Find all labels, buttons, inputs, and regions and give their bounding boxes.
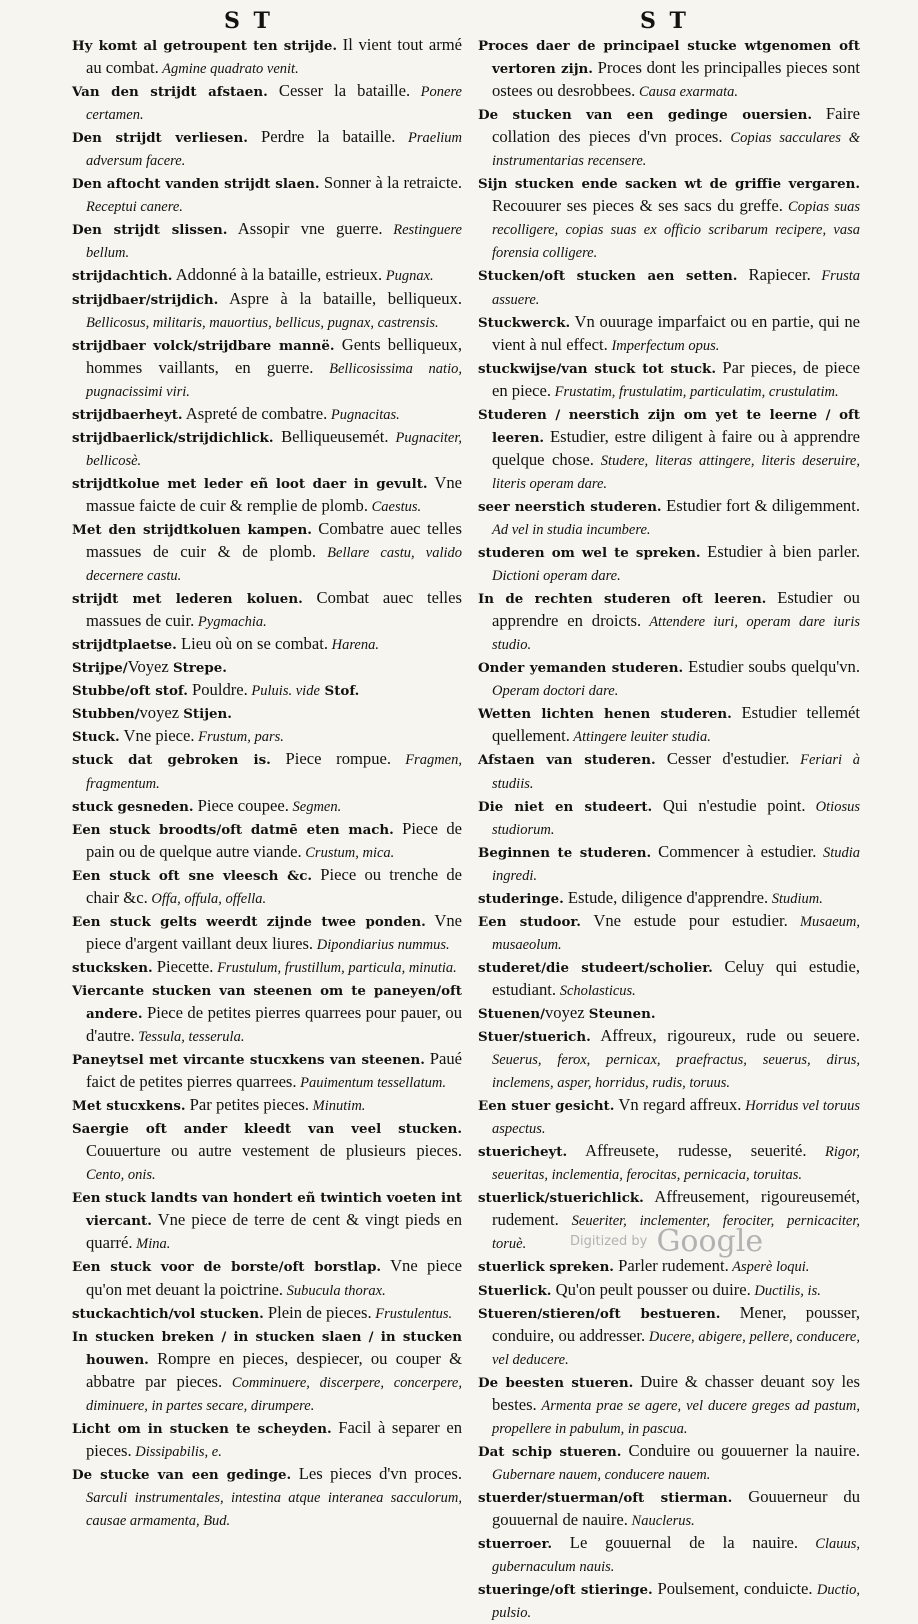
entry-latin: Frustum, pars.	[194, 729, 284, 746]
dictionary-entry	[478, 702, 860, 748]
dictionary-entry	[72, 403, 462, 426]
entry-headword: In stucken breken / in stucken slaen / in stucken houwen.	[72, 1328, 462, 1368]
entry-latin: Pugnacitas.	[327, 406, 400, 423]
entry-latin: Attingere leuiter studia.	[569, 729, 711, 746]
entry-french: Estudier à bien parler.	[700, 542, 860, 562]
entry-french: Estudier soubs quelqu'vn.	[683, 657, 860, 677]
entry-french: Recouurer ses pieces & ses sacs du greffe.	[492, 196, 783, 216]
entry-latin: Frusta assuere.	[492, 268, 860, 308]
entry-headword: Stubbe/oft stof.	[72, 683, 188, 700]
dictionary-entry	[72, 218, 462, 264]
entry-french: Vne piece de terre de cent & vingt pieds en quarré.	[86, 1210, 462, 1253]
dictionary-entry	[478, 1279, 860, 1302]
entry-french: Celuy qui estudie, estudiant.	[492, 956, 861, 999]
dictionary-entry	[478, 172, 860, 264]
dictionary-entry	[72, 587, 462, 633]
entry-headword: stuerder/stuerman/oft stierman.	[478, 1489, 733, 1506]
entry-latin: Agmine quadrato venit.	[158, 61, 299, 78]
dictionary-entry	[478, 541, 860, 587]
dictionary-entry	[72, 1255, 462, 1301]
dictionary-entry	[478, 1002, 860, 1025]
entry-french: Vne estude pour estudier.	[580, 910, 788, 930]
entry-french: Conduire ou gouuerner la nauire.	[621, 1440, 860, 1460]
dictionary-entry	[72, 1417, 462, 1463]
entry-headword: Een stuer gesicht.	[478, 1098, 615, 1115]
entry-french: Vn ouurage imparfaict ou en partie, qui ne vient à nul effect.	[492, 311, 860, 354]
digitized-by-google-watermark	[570, 1224, 763, 1259]
entry-latin: Pauimentum tessellatum.	[296, 1075, 446, 1092]
entry-headword: De stucke van een gedinge.	[72, 1466, 292, 1483]
entry-french: Aspreté de combatre.	[182, 403, 328, 423]
entry-latin: Horridus vel toruus aspectus.	[492, 1098, 860, 1138]
entry-headword: Strijpe/	[72, 660, 128, 677]
entry-french: Piece de pain ou de quelque autre viande.	[86, 818, 462, 861]
entry-headword: Stuenen/	[478, 1005, 545, 1022]
entry-french: Par petites pieces.	[185, 1095, 310, 1115]
entry-french: Combatre auec telles massues de cuir & de plomb.	[86, 518, 462, 562]
right-column	[478, 34, 860, 1624]
dictionary-entry	[72, 426, 462, 472]
entry-latin: Musaeum, musaeolum.	[492, 913, 860, 953]
entry-headword: Van den strijdt afstaen.	[72, 84, 268, 101]
dictionary-entry	[478, 1094, 860, 1140]
dictionary-entry	[72, 864, 462, 910]
entry-french: Affreux, rigoureux, rude ou seuere.	[590, 1026, 860, 1046]
entry-french: Plein de pieces.	[263, 1302, 372, 1322]
entry-headword: stuerlick spreken.	[478, 1259, 614, 1276]
entry-latin: Bellicosus, militaris, mauortius, bellicus, pugnax, castrensis.	[86, 314, 439, 331]
dictionary-entry	[72, 334, 462, 403]
dictionary-entry	[72, 702, 462, 725]
entry-french: Qui n'estudie point.	[652, 795, 806, 815]
dictionary-entry	[478, 1025, 860, 1094]
entry-headword: Hy komt al getroupent ten strijde.	[72, 38, 337, 54]
entry-headword: stucksken.	[72, 959, 153, 976]
entry-french: Belliqueusemét.	[273, 426, 389, 446]
dictionary-entry	[72, 979, 462, 1048]
entry-french: Cesser d'estudier.	[655, 749, 790, 769]
entry-headword: Beginnen te studeren.	[478, 844, 652, 861]
entry-french: Cesser la bataille.	[267, 81, 411, 101]
entry-headword: stuck dat gebroken is.	[72, 752, 271, 769]
entry-french: Estudier tellemét quellement.	[492, 703, 860, 746]
entry-latin: Seuerus, ferox, pernicax, praefractus, seuerus, dirus, inclemens, asper, horridus, rudis, toruus.	[492, 1052, 860, 1092]
entry-french: Pouldre.	[187, 680, 248, 700]
entry-french: Gouuerneur du gouuernal de nauire.	[492, 1486, 860, 1529]
entry-headword: stuericheyt.	[478, 1144, 568, 1161]
entry-latin: Seueriter, inclementer, ferociter, pernicaciter, toruè.	[492, 1213, 860, 1253]
entry-headword: Een studoor.	[478, 913, 581, 930]
dictionary-entry	[478, 887, 860, 910]
entry-latin: Frustatim, frustulatim, particulatim, crustulatim.	[550, 383, 839, 400]
entry-french: Vne massue faicte de cuir & remplie de plomb.	[86, 472, 462, 515]
entry-headword: Een stuck gelts weerdt zijnde twee ponden.	[72, 913, 426, 930]
entry-french: Affreusement, rigoureusemét, rudement.	[492, 1187, 860, 1230]
entry-latin: Bellare castu, valido decernere castu.	[86, 545, 463, 585]
entry-french: voyez	[139, 703, 184, 723]
entry-french: Combat auec telles massues de cuir.	[86, 588, 462, 631]
entry-latin: Receptui canere.	[86, 199, 183, 216]
entry-french: Poulsement, conduicte.	[652, 1579, 813, 1599]
entry-crossref: Steunen.	[588, 1005, 656, 1022]
entry-headword: Dat schip stueren.	[478, 1443, 622, 1460]
entry-headword: stuerlick/stuerichlick.	[478, 1190, 644, 1207]
entry-french: Il vient tout armé au combat.	[86, 35, 462, 78]
entry-latin: Armenta prae se agere, vel ducere greges ad pastum, propellere in pabulum, in pascua.	[492, 1397, 860, 1437]
dictionary-entry	[72, 656, 462, 679]
google-logo: Google	[656, 1224, 764, 1259]
entry-french: Paué faict de petites pierres quarrees.	[86, 1049, 463, 1092]
entry-latin: Otiosus studiorum.	[492, 798, 860, 838]
dictionary-entry	[478, 910, 860, 956]
entry-latin: Copias suas recolligere, copias suas ex officio scribarum recipere, vasa forensia colligere.	[492, 199, 860, 262]
entry-headword: strijdtkolue met leder eñ loot daer in gevult.	[72, 475, 428, 492]
entry-headword: stuck gesneden.	[72, 798, 194, 815]
entry-headword: Een stuck oft sne vleesch &c.	[72, 867, 313, 884]
dictionary-entry	[478, 841, 860, 887]
entry-headword: stuckwijse/van stuck tot stuck.	[478, 360, 716, 377]
entry-headword: Stucken/oft stucken aen setten.	[478, 268, 738, 285]
entry-latin: Dipondiarius nummus.	[313, 936, 450, 953]
entry-french: Gents belliqueux, hommes vaillants, en guerre.	[86, 334, 462, 377]
entry-headword: Studeren / neerstich zijn om yet te leerne / oft leeren.	[478, 406, 860, 446]
entry-latin: Ductio, pulsio.	[492, 1582, 860, 1622]
entry-latin: Pugnaciter, bellicosè.	[86, 429, 462, 469]
entry-headword: stuerroer.	[478, 1536, 553, 1553]
entry-latin: Offa, offula, offella.	[147, 890, 267, 907]
entry-french: Couuerture ou autre vestement de plusieurs pieces.	[86, 1141, 462, 1161]
entry-headword: Paneytsel met vircante stucxkens van steenen.	[72, 1052, 425, 1069]
dictionary-entry	[72, 518, 462, 587]
entry-headword: strijdbaer/strijdich.	[72, 291, 219, 308]
entry-headword: Met stucxkens.	[72, 1098, 186, 1115]
entry-french: Vn regard affreux.	[614, 1095, 742, 1115]
entry-headword: strijdbaer volck/strijdbare mannë.	[72, 337, 335, 354]
entry-headword: Stueren/stieren/oft bestueren.	[478, 1305, 721, 1322]
entry-latin: Minutim.	[309, 1098, 366, 1115]
dictionary-entry	[478, 656, 860, 702]
entry-headword: Saergie oft ander kleedt van veel stucken.	[72, 1121, 462, 1138]
entry-headword: De stucken van een gedinge ouersien.	[478, 107, 813, 124]
dictionary-entry	[478, 587, 860, 656]
entry-french: Rapiecer.	[737, 265, 811, 285]
entry-latin: Copias sacculares & instrumentarias recensere.	[492, 130, 860, 170]
entry-french: Par pieces, de piece en piece.	[492, 357, 860, 400]
entry-latin: Scholasticus.	[556, 982, 636, 999]
entry-french: Sonner à la retraicte.	[319, 173, 462, 193]
entry-french: Facil à separer en pieces.	[86, 1417, 463, 1460]
dictionary-entry	[72, 1463, 462, 1532]
entry-headword: strijdbaerheyt.	[72, 406, 183, 423]
dictionary-entry	[72, 126, 462, 172]
entry-latin: Caestus.	[368, 498, 422, 515]
page-header-right: S T	[640, 8, 689, 34]
entry-headword: Een stuck landts van hondert eñ twintich voeten int viercant.	[72, 1190, 462, 1230]
entry-crossref: Strepe.	[172, 660, 227, 677]
entry-french: Estude, diligence d'apprendre.	[563, 887, 769, 907]
entry-headword: Wetten lichten henen studeren.	[478, 706, 732, 723]
entry-french: voyez	[545, 1002, 589, 1022]
entry-latin: Dissipabilis, e.	[131, 1443, 222, 1460]
entry-headword: Onder yemanden studeren.	[478, 660, 684, 677]
entry-latin: Segmen.	[288, 798, 342, 815]
entry-latin: Harena.	[327, 637, 379, 654]
dictionary-entry	[72, 264, 462, 287]
dictionary-entry	[478, 748, 860, 794]
dictionary-entry	[72, 1186, 462, 1255]
dictionary-entry	[478, 956, 860, 1002]
entry-headword: strijdt met lederen koluen.	[72, 591, 303, 608]
entry-headword: studeringe.	[478, 890, 564, 907]
entry-latin: Studia ingredi.	[492, 844, 860, 884]
dictionary-entry	[478, 795, 860, 841]
entry-headword: stueringe/oft stieringe.	[478, 1582, 653, 1599]
entry-latin: Dictioni operam dare.	[492, 568, 621, 585]
entry-latin: Imperfectum opus.	[607, 337, 720, 354]
dictionary-entry	[478, 1532, 860, 1578]
entry-french: Affreusete, rudesse, seuerité.	[567, 1141, 807, 1161]
entry-latin: Pygmachia.	[194, 614, 267, 631]
entry-latin: Puluis. vide	[247, 683, 320, 700]
dictionary-entry	[72, 910, 462, 956]
dictionary-entry	[72, 748, 462, 794]
dictionary-entry	[72, 1117, 462, 1186]
dictionary-entry	[478, 1302, 860, 1371]
entry-headword: Afstaen van studeren.	[478, 752, 656, 769]
entry-french: Assopir vne guerre.	[227, 219, 383, 239]
entry-french: Piecette.	[152, 956, 214, 976]
entry-french: Rompre en pieces, despiecer, ou couper & abbatre par pieces.	[86, 1348, 462, 1391]
dictionary-entry	[478, 1440, 860, 1486]
entry-latin: Nauclerus.	[627, 1513, 695, 1529]
entry-headword: strijdbaerlick/strijdichlick.	[72, 429, 274, 446]
entry-crossref: Stijen.	[183, 706, 232, 723]
entry-headword: De beesten stueren.	[478, 1374, 634, 1391]
entry-latin: Restinguere bellum.	[86, 222, 462, 262]
dictionary-entry	[72, 1094, 462, 1117]
entry-french: Proces dont les principalles pieces sont ostees ou desrobbees.	[492, 58, 860, 101]
entry-latin: Attendere iuri, operam dare iuris studio.	[492, 614, 860, 654]
entry-french: Vne piece d'argent vaillant deux liures.	[86, 910, 463, 953]
entry-latin: Clauus, gubernaculum nauis.	[492, 1536, 861, 1576]
dictionary-entry	[72, 679, 462, 702]
entry-latin: Mina.	[132, 1236, 171, 1253]
entry-latin: Causa exarmata.	[635, 84, 739, 101]
entry-latin: Frustulum, frustillum, particula, minutia.	[213, 959, 457, 976]
entry-french: Aspre à la bataille, belliqueux.	[218, 288, 462, 308]
dictionary-entry	[478, 103, 860, 172]
entry-headword: Een stuck voor de borste/oft borstlap.	[72, 1259, 382, 1276]
dictionary-entry	[72, 472, 462, 518]
dictionary-entry	[72, 172, 462, 218]
entry-french: Piece coupee.	[193, 795, 289, 815]
dictionary-entry	[478, 1578, 860, 1624]
entry-latin: Subucula thorax.	[283, 1282, 386, 1299]
entry-latin: Feriari à studiis.	[492, 752, 860, 792]
dictionary-entry	[478, 1371, 860, 1440]
entry-latin: Operam doctori dare.	[492, 683, 619, 700]
entry-latin: Fragmen, fragmentum.	[86, 752, 462, 792]
entry-headword: Proces daer de principael stucke wtgenomen oft vertoren zijn.	[478, 38, 860, 78]
entry-latin: Comminuere, discerpere, concerpere, diminuere, in partes secare, dirumpere.	[86, 1374, 462, 1414]
entry-latin: Ducere, abigere, pellere, conducere, vel deducere.	[492, 1328, 860, 1368]
entry-french: Vne piece qu'on met deuant la poictrine.	[86, 1256, 462, 1299]
entry-french: Parler rudement.	[613, 1256, 729, 1276]
entry-french: Duire & chasser deuant soy les bestes.	[492, 1371, 860, 1414]
entry-french: Mener, pousser, conduire, ou addresser.	[492, 1302, 860, 1345]
dictionary-entry	[478, 1486, 860, 1532]
entry-french: Perdre la bataille.	[247, 127, 396, 147]
dictionary-entry	[478, 403, 860, 495]
entry-latin: Gubernare nauem, conducere nauem.	[492, 1466, 711, 1483]
entry-french: Estudier fort & diligemment.	[661, 495, 860, 515]
entry-latin: Bellicosissima natio, pugnacissimi viri.	[86, 360, 462, 400]
dictionary-entry	[72, 795, 462, 818]
entry-latin: Tessula, tesserula.	[134, 1029, 245, 1046]
entry-latin: Crustum, mica.	[301, 844, 395, 861]
entry-latin: Rigor, seueritas, inclementia, ferocitas, pernicacia, toruitas.	[492, 1144, 861, 1184]
dictionary-entry	[478, 357, 860, 403]
entry-headword: Licht om in stucken te scheyden.	[72, 1420, 332, 1437]
entry-latin: Ponere certamen.	[86, 84, 462, 124]
dictionary-entry	[72, 818, 462, 864]
page-header-left: S T	[224, 8, 273, 34]
entry-french: Qu'on peult pousser ou duire.	[551, 1279, 751, 1299]
entry-french: Piece rompue.	[270, 749, 392, 769]
entry-latin: Ad vel in studia incumbere.	[492, 521, 651, 538]
dictionary-entry	[72, 34, 462, 80]
dictionary-entry	[72, 956, 462, 979]
dictionary-entry	[72, 1325, 462, 1417]
entry-headword: studeret/die studeert/scholier.	[478, 959, 713, 976]
entry-french: Le gouuernal de la nauire.	[552, 1533, 799, 1553]
digitized-label: Digitized by	[570, 1234, 648, 1249]
dictionary-entry	[72, 80, 462, 126]
entry-headword: Stuckwerck.	[478, 314, 571, 331]
entry-latin: Sarculi instrumentales, intestina atque interanea sacculorum, causae armamenta, Bud.	[86, 1489, 462, 1529]
entry-latin: Studium.	[768, 890, 823, 907]
entry-headword: Den strijdt verliesen.	[72, 130, 248, 147]
dictionary-entry	[72, 725, 462, 748]
entry-french: Voyez	[127, 657, 173, 677]
entry-crossref: Stof.	[319, 683, 360, 700]
entry-latin: Asperè loqui.	[728, 1259, 810, 1276]
entry-headword: Den strijdt slissen.	[72, 222, 228, 239]
entry-french: Estudier, estre diligent à faire ou à apprendre quelque chose.	[492, 426, 860, 469]
entry-headword: Die niet en studeert.	[478, 798, 653, 815]
dictionary-entry	[478, 495, 860, 541]
entry-headword: Sijn stucken ende sacken wt de griffie vergaren.	[478, 176, 860, 193]
entry-latin: Pugnax.	[382, 268, 434, 285]
entry-headword: strijdachtich.	[72, 268, 173, 285]
entry-headword: Een stuck broodts/oft datmē eten mach.	[72, 821, 394, 838]
entry-french: Commencer à estudier.	[651, 841, 817, 861]
entry-headword: Stuck.	[72, 729, 120, 746]
entry-headword: Stuerlick.	[478, 1282, 552, 1299]
entry-french: Les pieces d'vn proces.	[291, 1463, 462, 1483]
entry-headword: Viercante stucken van steenen om te paneyen/oft andere.	[72, 982, 462, 1022]
entry-latin: Praelium adversum facere.	[86, 130, 462, 170]
dictionary-entry	[72, 1048, 462, 1094]
entry-french: Piece ou trenche de chair &c.	[86, 864, 463, 907]
entry-french: Faire collation des pieces d'vn proces.	[492, 104, 861, 147]
entry-headword: Met den strijdtkoluen kampen.	[72, 521, 312, 538]
entry-latin: Ductilis, is.	[750, 1282, 821, 1299]
entry-french: Vne piece.	[119, 726, 195, 746]
entry-french: Lieu où on se combat.	[176, 634, 328, 654]
dictionary-entry	[478, 34, 860, 103]
left-column	[72, 34, 462, 1532]
entry-french: Addonné à la bataille, estrieux.	[172, 265, 383, 285]
entry-latin: Cento, onis.	[86, 1167, 156, 1184]
entry-french: Estudier ou apprendre en droicts.	[492, 588, 860, 631]
dictionary-entry	[72, 633, 462, 656]
entry-french: Piece de petites pierres quarrees pour pauer, ou d'autre.	[86, 1002, 462, 1046]
entry-headword: Stuer/stuerich.	[478, 1029, 591, 1046]
entry-latin: Frustulentus.	[371, 1305, 453, 1322]
dictionary-entry	[478, 311, 860, 357]
entry-headword: strijdtplaetse.	[72, 637, 177, 654]
entry-latin: Studere, literas attingere, literis deseruire, literis operam dare.	[492, 452, 860, 492]
entry-headword: Den aftocht vanden strijdt slaen.	[72, 176, 320, 193]
entry-headword: studeren om wel te spreken.	[478, 545, 701, 562]
entry-headword: stuckachtich/vol stucken.	[72, 1305, 264, 1322]
entry-headword: In de rechten studeren oft leeren.	[478, 591, 767, 608]
dictionary-entry	[478, 264, 860, 310]
dictionary-entry	[72, 1302, 462, 1325]
entry-headword: seer neerstich studeren.	[478, 498, 662, 515]
entry-headword: Stubben/	[72, 706, 140, 723]
dictionary-entry	[72, 288, 462, 334]
dictionary-entry	[478, 1140, 860, 1186]
